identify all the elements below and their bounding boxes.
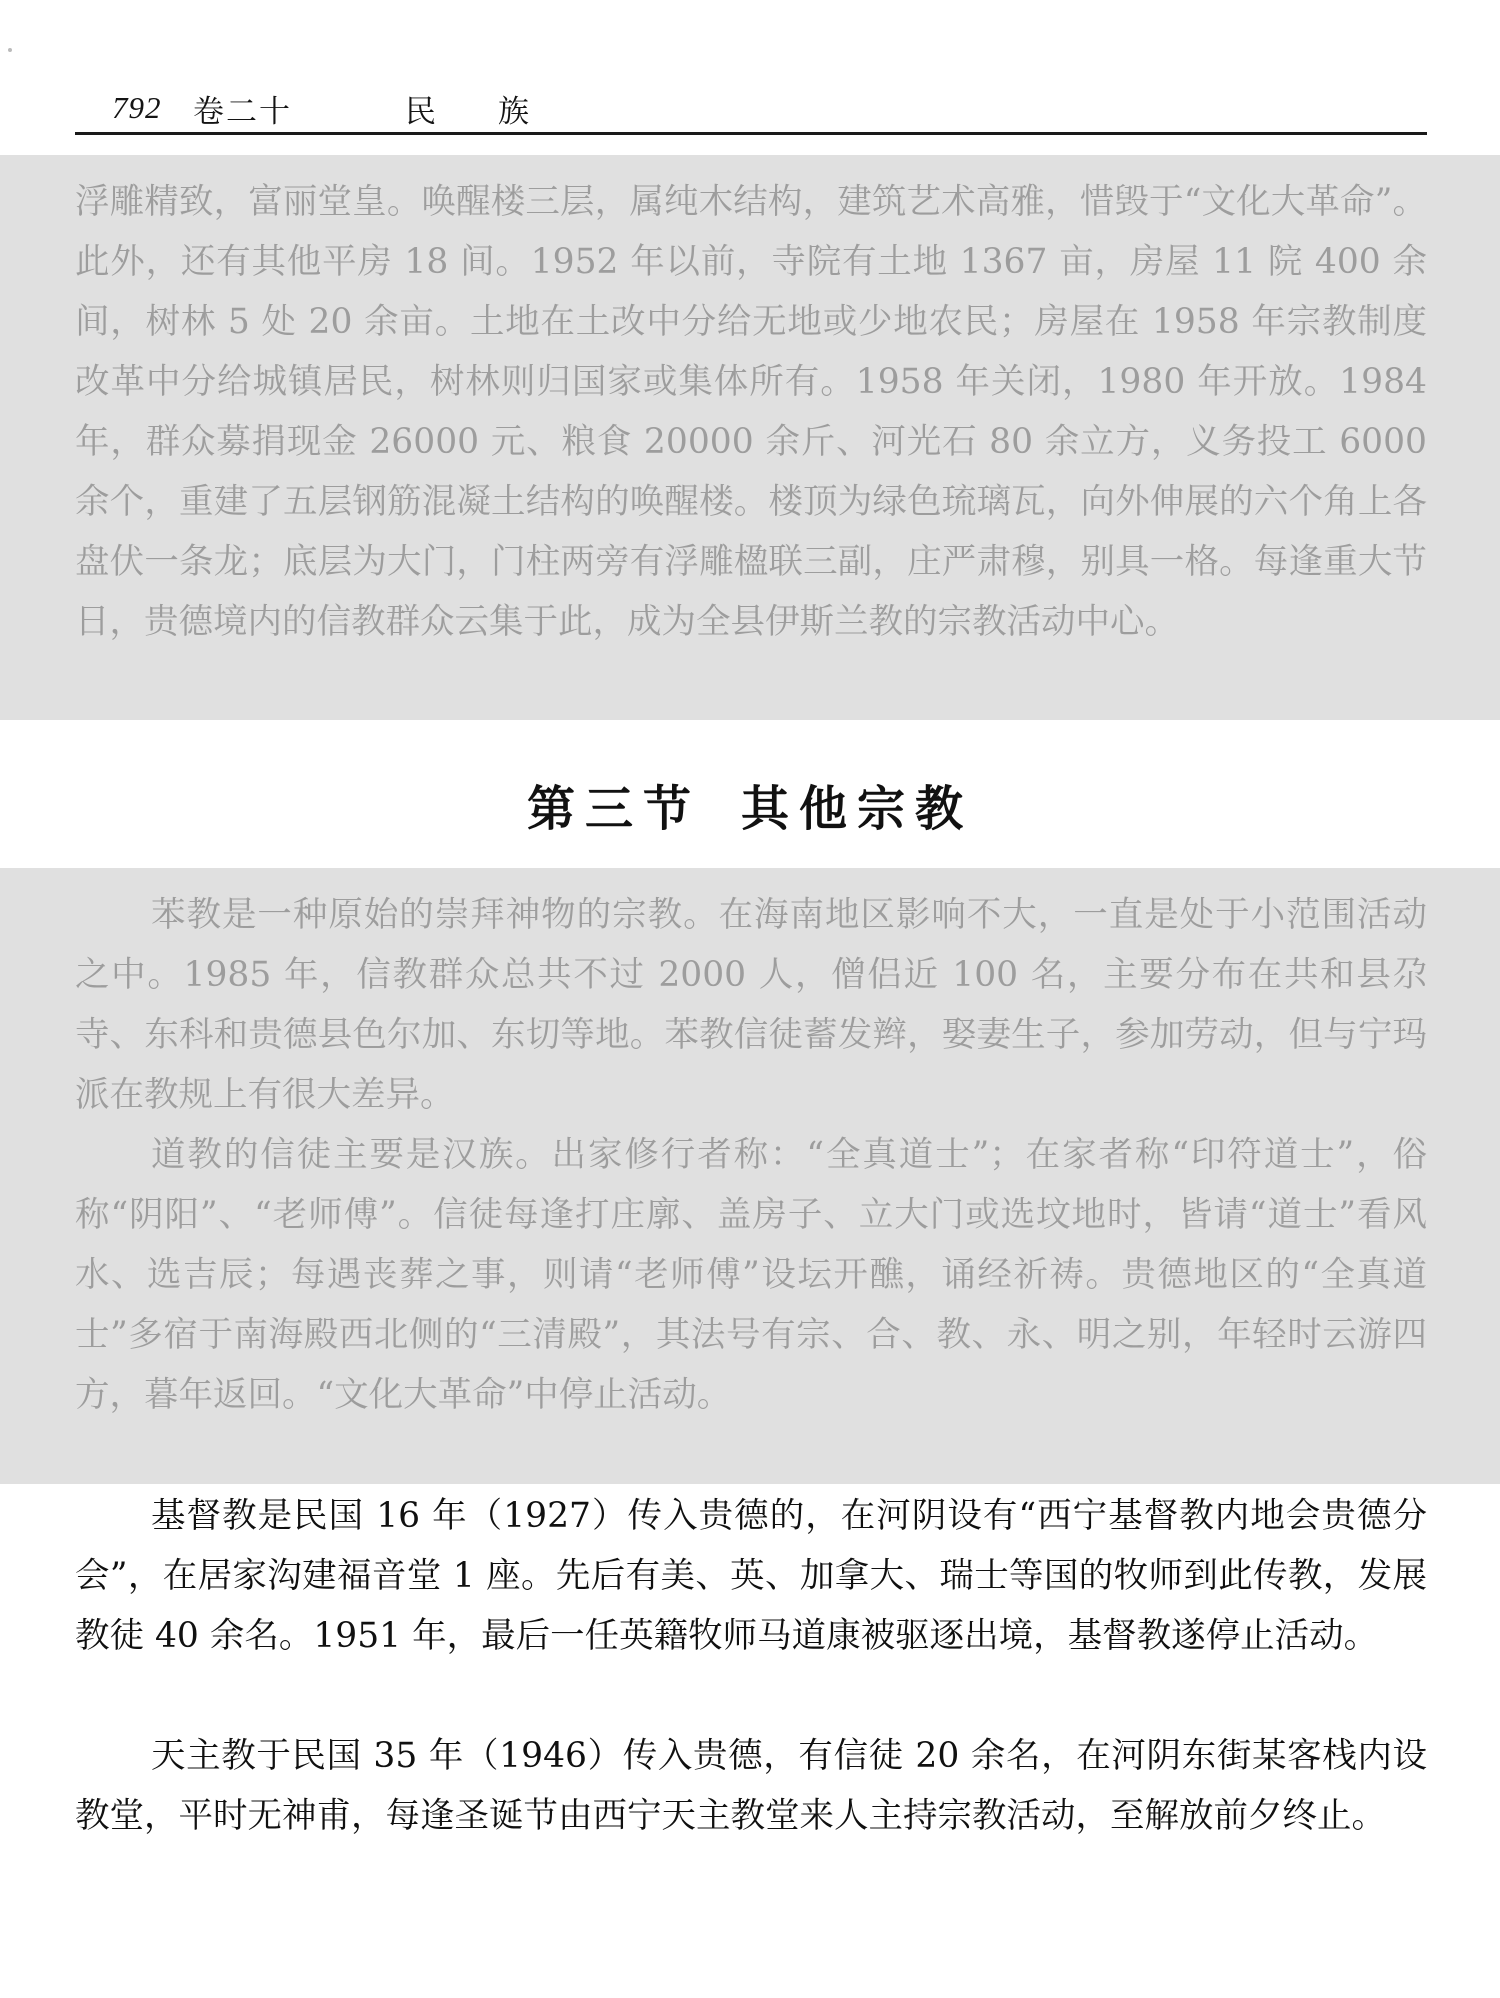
section-number: 第三节 — [526, 781, 701, 837]
chapter-label: 民族 — [405, 94, 591, 130]
paragraph-catholicism: 天主教于民国 35 年（1946）传入贵德，有信徒 20 余名，在河阴东街某客栈内设教堂，平时无神甫，每逢圣诞节由西宁天主教堂来人主持宗教活动，至解放前夕终止。 — [75, 1736, 1427, 1836]
paragraph-christianity: 基督教是民国 16 年（1927）传入贵德的，在河阴设有“西宁基督教内地会贵德分会”，在居家沟建福音堂 1 座。先后有美、英、加拿大、瑞士等国的牧师到此传教，发展教徒 40 余名。1951 年，最后一任英籍牧师马道康被驱逐出境，基督教遂停止活动。 — [75, 1496, 1427, 1656]
paragraph-bon: 苯教是一种原始的崇拜神物的宗教。在海南地区影响不大，一直是处于小范围活动之中。1985 年，信教群众总共不过 2000 人，僧侣近 100 名，主要分布在共和县尕寺、东科和贵德县色尔加、东切等地。苯教信徒蓄发辫，娶妻生子，参加劳动，但与宁玛派在教规上有很大差异。 — [75, 895, 1427, 1115]
running-header — [75, 82, 1427, 135]
page-number: 792 — [112, 90, 162, 125]
continued-paragraph: 浮雕精致，富丽堂皇。唤醒楼三层，属纯木结构，建筑艺术高雅，惜毁于“文化大革命”。此外，还有其他平房 18 间。1952 年以前，寺院有土地 1367 亩，房屋 11 院 400 余间，树林 5 处 20 余亩。土地在土改中分给无地或少地农民；房屋在 1958 年宗教制度改革中分给城镇居民，树林则归国家或集体所有。1958 年关闭，1980 年开放。1984 年，群众募捐现金 26000 元、粮食 20000 余斤、河光石 80 余立方，义务投工 6000 余个，重建了五层钢筋混凝土结构的唤醒楼。楼顶为绿色琉璃瓦，向外伸展的六个角上各盘伏一条龙；底层为大门，门柱两旁有浮雕楹联三副，庄严肃穆，别具一格。每逢重大节日，贵德境内的信教群众云集于此，成为全县伊斯兰教的宗教活动中心。 — [75, 182, 1427, 642]
section-title: 其他宗教 — [741, 781, 974, 837]
section-heading — [0, 770, 1500, 839]
paragraph-taoism: 道教的信徒主要是汉族。出家修行者称：“全真道士”；在家者称“印符道士”，俗称“阴阳”、“老师傅”。信徒每逢打庄廓、盖房子、立大门或选坟地时，皆请“道士”看风水、选吉辰；每遇丧葬之事，则请“老师傅”设坛开醮，诵经祈祷。贵德地区的“全真道士”多宿于南海殿西北侧的“三清殿”，其法号有宗、合、教、永、明之别，年轻时云游四方，暮年返回。“文化大革命”中停止活动。 — [75, 1135, 1427, 1415]
scan-speck — [8, 48, 12, 52]
volume-label: 卷二十 — [193, 94, 292, 130]
